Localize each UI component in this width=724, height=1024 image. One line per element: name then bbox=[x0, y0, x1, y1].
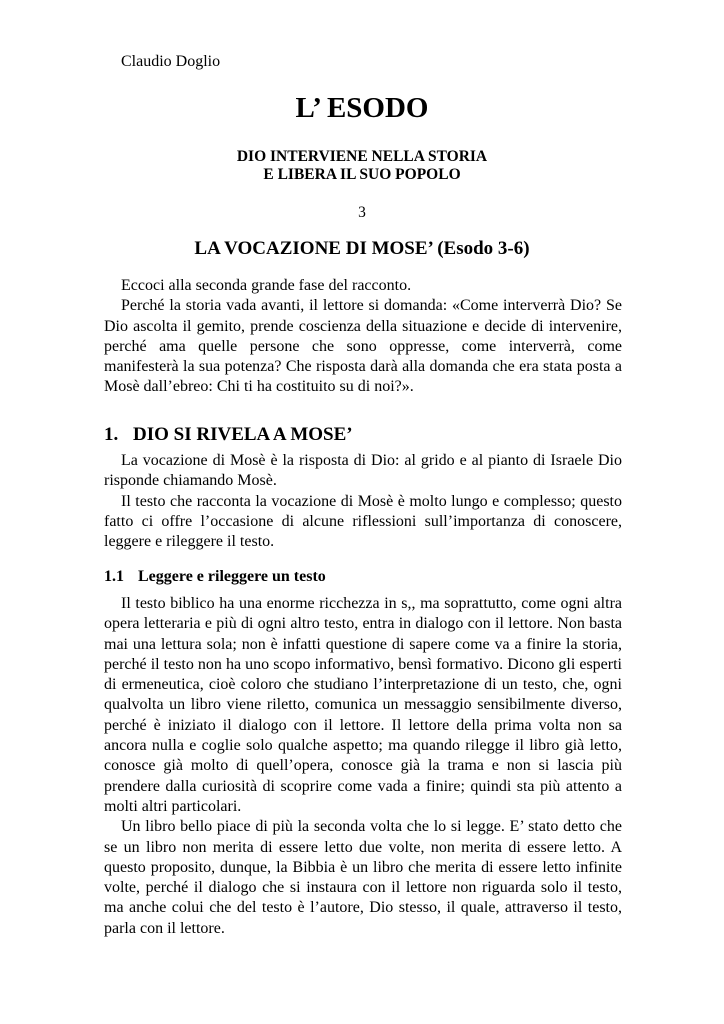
chapter-number: 3 bbox=[358, 204, 366, 221]
intro-paragraph-1: Eccoci alla seconda grande fase del racconto. bbox=[121, 277, 412, 294]
section-1-paragraph-2: Il testo che racconta la vocazione di Mosè è molto lungo e complesso; questo fatto ci offre l’occasione di alcune riflessioni sull’importanza di conoscere, leggere e rileggere il testo. bbox=[104, 492, 622, 551]
section-1-heading-text: DIO SI RIVELA A MOSE’ bbox=[133, 424, 353, 445]
section-1-1-paragraph-2: Un libro bello piace di più la seconda volta che lo si legge. E’ stato detto che se un libro non merita di essere letto due volte, non merita di essere letto. A questo proposito, dunque, la Bibbia è un libro che merita di essere letto infinite volte, perché il dialogo che si instaura con il lettore non riguarda solo il testo, ma anche colui che del testo è l’autore, Dio stesso, il quale, attraverso il testo, parla con il lettore. bbox=[104, 818, 622, 937]
section-1-1-body bbox=[104, 594, 622, 939]
document-title: L’ ESODO bbox=[295, 92, 429, 124]
intro-paragraph-2: Perché la storia vada avanti, il lettore si domanda: «Come interverrà Dio? Se Dio ascolta il gemito, prende coscienza della situazione e decide di intervenire, perché ama quelle persone che sono oppresse, come interverrà, come manifesterà la sua potenza? Che risposta darà alla domanda che era stata posta a Mosè dall’ebreo: Chi ti ha costituito su di noi?». bbox=[104, 297, 622, 396]
section-1-heading bbox=[104, 422, 353, 448]
section-1-paragraph-1: La vocazione di Mosè è la risposta di Dio: al grido e al pianto di Israele Dio risponde chiamando Mosè. bbox=[104, 452, 622, 490]
subtitle-line-2: E LIBERA IL SUO POPOLO bbox=[263, 166, 461, 183]
section-1-number: 1. bbox=[104, 424, 119, 445]
author-name: Claudio Doglio bbox=[121, 53, 221, 70]
section-1-1-number: 1.1 bbox=[104, 568, 124, 585]
document-subtitle bbox=[0, 148, 724, 184]
chapter-title: LA VOCAZIONE DI MOSE’ (Esodo 3-6) bbox=[194, 238, 530, 259]
intro-section bbox=[104, 276, 622, 398]
section-1-1-heading-text: Leggere e rileggere un testo bbox=[138, 568, 326, 585]
section-1-1-paragraph-1: Il testo biblico ha una enorme ricchezza in s,, ma soprattutto, come ogni altra opera letteraria e più di ogni altro testo, entra in dialogo con il lettore. Non basta mai una lettura sola; non è infatti questione di sapere come va a finire la storia, perché il testo non ha uno scopo informativo, bensì formativo. Dicono gli esperti di ermeneutica, cioè coloro che studiano l’interpretazione di un testo, che, ogni qualvolta un libro viene riletto, comunica un messaggio sensibilmente diverso, perché è iniziato il dialogo con il lettore. Il lettore della prima volta non sa ancora nulla e coglie solo qualche aspetto; ma quando rilegge il libro già letto, conosce già molto di quell’opera, conosce già la trama e non si lascia più prendere dalla curiosità di scoprire come vada a finire; quindi sta più attento a molti altri particolari. bbox=[104, 595, 622, 815]
section-1-body bbox=[104, 451, 622, 552]
section-1-1-heading bbox=[104, 567, 326, 587]
subtitle-line-1: DIO INTERVIENE NELLA STORIA bbox=[236, 148, 488, 165]
